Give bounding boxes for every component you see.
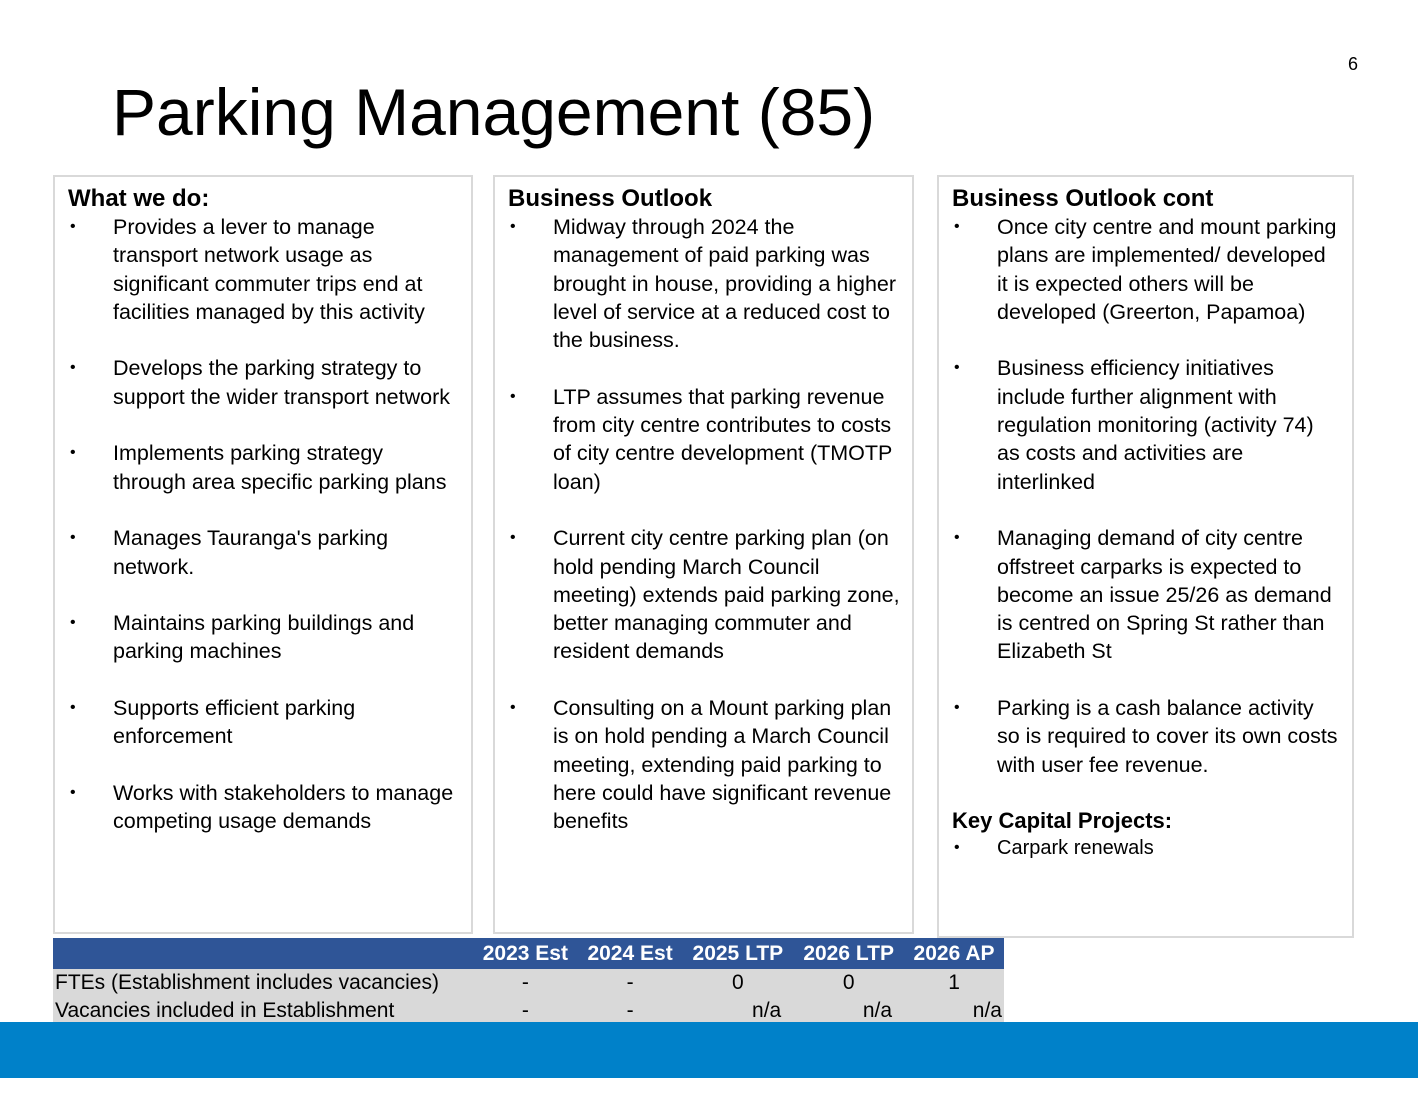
bullet-icon: • [70, 359, 76, 377]
list-item: • Consulting on a Mount parking plan is on hold pending a March Council meeting, extending paid parking to here could have significant revenue benefits [510, 696, 892, 834]
what-we-do-panel [53, 175, 473, 934]
business-outlook-panel [493, 175, 914, 934]
list-item: • Manages Tauranga's parking network. [70, 526, 389, 579]
footer-band [0, 1022, 1418, 1078]
business-outlook-list [508, 213, 900, 836]
key-capital-projects-heading: Key Capital Projects: [952, 808, 1173, 834]
table-cell: - [578, 997, 683, 1025]
page-number: 6 [1348, 54, 1359, 74]
list-item: • Midway through 2024 the management of paid parking was brought in house, providing a higher level of service at a reduced cost to the business. [510, 215, 897, 353]
list-item: • Implements parking strategy through area specific parking plans [70, 441, 447, 494]
row-label: FTEs (Establishment includes vacancies) [53, 969, 473, 997]
column-header: 2026 AP [904, 938, 1004, 969]
bullet-icon: • [510, 529, 516, 547]
bullet-icon: • [70, 614, 76, 632]
business-outlook-heading: Business Outlook [508, 185, 713, 212]
page-title: Parking Management (85) [112, 75, 876, 149]
table-header-row [53, 938, 1004, 969]
bullet-icon: • [954, 218, 960, 235]
bullet-icon: • [70, 699, 76, 717]
business-outlook-cont-heading: Business Outlook cont [952, 185, 1214, 212]
list-item: • Maintains parking buildings and parking machines [70, 611, 415, 664]
bullet-icon: • [510, 387, 516, 405]
row-label: Vacancies included in Establishment [53, 997, 473, 1025]
bullet-icon: • [70, 218, 76, 235]
business-outlook-cont-list [952, 213, 1340, 779]
list-item: • Supports efficient parking enforcement [70, 696, 356, 749]
table-row [53, 997, 1004, 1025]
table-cell: - [473, 969, 578, 997]
bullet-icon: • [954, 699, 960, 717]
list-item: • Once city centre and mount parking plans are implemented/ developed it is expected others will be developed (Greerton, Papamoa) [954, 215, 1337, 324]
column-header [53, 938, 473, 969]
table-cell: - [578, 969, 683, 997]
bullet-icon: • [954, 839, 960, 857]
business-outlook-cont-panel [937, 175, 1354, 938]
table-cell: n/a [793, 997, 904, 1025]
list-item: • Current city centre parking plan (on hold pending March Council meeting) extends paid parking zone, better managing commuter and resident demands [510, 526, 900, 664]
table-cell: 1 [904, 969, 1004, 997]
list-item: • Business efficiency initiatives include further alignment with regulation monitoring (activity 74) as costs and activities are interlinked [954, 356, 1314, 494]
column-header: 2023 Est [473, 938, 578, 969]
list-item: • Provides a lever to manage transport network usage as significant commuter trips end at facilities managed by this activity [70, 215, 425, 324]
table-row [53, 969, 1004, 997]
bullet-icon: • [70, 529, 76, 547]
fte-table [53, 938, 1004, 1025]
list-item: • LTP assumes that parking revenue from city centre contributes to costs of city centre development (TMOTP loan) [510, 384, 892, 494]
list-item: • Develops the parking strategy to support the wider transport network [70, 356, 450, 409]
column-header: 2024 Est [578, 938, 683, 969]
list-item: • Carpark renewals [954, 837, 1154, 860]
table-cell: 0 [682, 969, 793, 997]
bullet-icon: • [70, 444, 76, 462]
key-capital-projects-list [952, 835, 1340, 861]
bullet-icon: • [954, 529, 960, 547]
bullet-icon: • [510, 699, 516, 717]
table-cell: - [473, 997, 578, 1025]
bullet-icon: • [954, 359, 960, 377]
what-we-do-heading: What we do: [68, 185, 210, 212]
list-item: • Managing demand of city centre offstreet carparks is expected to become an issue 25/26 as demand is centred on Spring St rather than Elizabeth St [954, 526, 1332, 664]
list-item: • Parking is a cash balance activity so is required to cover its own costs with user fee revenue. [954, 696, 1338, 777]
what-we-do-list [68, 213, 459, 836]
table-cell: n/a [904, 997, 1004, 1025]
table-cell: 0 [793, 969, 904, 997]
list-item: • Works with stakeholders to manage competing usage demands [70, 780, 454, 834]
bullet-icon: • [70, 783, 76, 801]
bullet-icon: • [510, 218, 516, 235]
column-header: 2025 LTP [682, 938, 793, 969]
column-header: 2026 LTP [793, 938, 904, 969]
table-cell: n/a [682, 997, 793, 1025]
